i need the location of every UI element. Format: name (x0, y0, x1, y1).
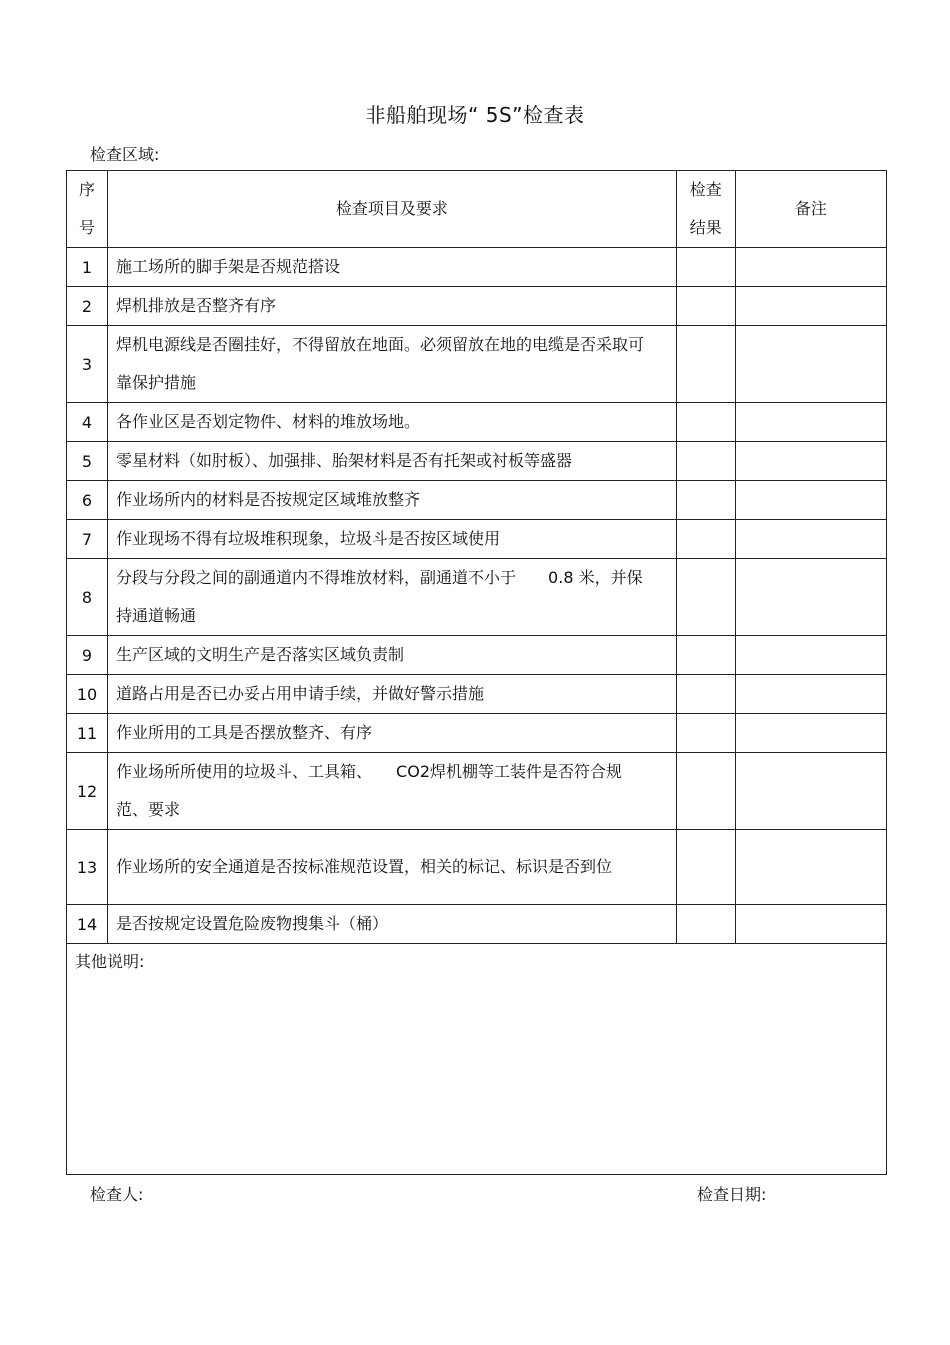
header-result-line1: 检查 (689, 180, 722, 199)
row-item (108, 520, 677, 559)
result-cell[interactable] (676, 326, 735, 403)
header-no (67, 171, 108, 248)
result-cell[interactable] (676, 248, 735, 287)
row-item (108, 287, 677, 326)
row-item-text: 作业现场不得有垃圾堆积现象，垃圾斗是否按区域使用 (116, 529, 501, 548)
row-item (108, 326, 677, 403)
remark-cell[interactable] (735, 248, 886, 287)
remark-cell[interactable] (735, 287, 886, 326)
result-cell[interactable] (676, 559, 735, 636)
row-item-text: 分段与分段之间的副通道内不得堆放材料，副通道不小于 0.8 米，并保持通道畅通 (116, 568, 643, 625)
remark-cell[interactable] (735, 520, 886, 559)
row-item (108, 714, 677, 753)
result-cell[interactable] (676, 830, 735, 905)
row-item-text: 生产区域的文明生产是否落实区域负责制 (116, 645, 405, 664)
row-item (108, 675, 677, 714)
row-number: 3 (67, 326, 108, 403)
table-row (67, 481, 887, 520)
row-item-text: 作业场所所使用的垃圾斗、工具箱、 CO2焊机棚等工装件是否符合规范、要求 (116, 762, 622, 819)
result-cell[interactable] (676, 905, 735, 944)
remark-cell[interactable] (735, 905, 886, 944)
table-row (67, 403, 887, 442)
table-row (67, 753, 887, 830)
row-item-text: 零星材料（如肘板）、加强排、胎架材料是否有托架或衬板等盛器 (116, 451, 573, 470)
row-number: 1 (67, 248, 108, 287)
row-number: 9 (67, 636, 108, 675)
result-cell[interactable] (676, 753, 735, 830)
row-item-text: 施工场所的脚手架是否规范搭设 (116, 257, 341, 276)
inspection-area-label: 检查区域: (90, 145, 160, 164)
row-item (108, 442, 677, 481)
header-no-line1: 序 (79, 180, 96, 199)
row-number: 12 (67, 753, 108, 830)
result-cell[interactable] (676, 520, 735, 559)
header-remark: 备注 (735, 171, 886, 248)
result-cell[interactable] (676, 636, 735, 675)
row-item (108, 830, 677, 905)
row-item (108, 248, 677, 287)
remark-cell[interactable] (735, 559, 886, 636)
result-cell[interactable] (676, 481, 735, 520)
remark-cell[interactable] (735, 403, 886, 442)
remark-cell[interactable] (735, 714, 886, 753)
result-cell[interactable] (676, 675, 735, 714)
row-item (108, 905, 677, 944)
remark-cell[interactable] (735, 830, 886, 905)
table-row (67, 287, 887, 326)
row-item-text: 各作业区是否划定物件、材料的堆放场地。 (116, 412, 421, 431)
row-number: 8 (67, 559, 108, 636)
table-row (67, 636, 887, 675)
result-cell[interactable] (676, 442, 735, 481)
table-row (67, 442, 887, 481)
row-number: 5 (67, 442, 108, 481)
other-notes-row (67, 944, 887, 1175)
row-item (108, 481, 677, 520)
row-number: 2 (67, 287, 108, 326)
header-row (67, 171, 887, 248)
table-row (67, 905, 887, 944)
table-row (67, 559, 887, 636)
inspector-label: 检查人: (90, 1185, 144, 1204)
header-result-line2: 结果 (689, 218, 722, 237)
remark-cell[interactable] (735, 636, 886, 675)
remark-cell[interactable] (735, 675, 886, 714)
row-item-text: 作业场所内的材料是否按规定区域堆放整齐 (116, 490, 421, 509)
table-row (67, 248, 887, 287)
header-item: 检查项目及要求 (108, 171, 677, 248)
result-cell[interactable] (676, 287, 735, 326)
remark-cell[interactable] (735, 481, 886, 520)
header-result (676, 171, 735, 248)
row-item-text: 作业场所的安全通道是否按标准规范设置，相关的标记、标识是否到位 (116, 857, 613, 876)
header-no-line2: 号 (79, 218, 96, 237)
row-number: 14 (67, 905, 108, 944)
row-item-text: 是否按规定设置危险废物搜集斗（桶） (116, 914, 389, 933)
row-number: 11 (67, 714, 108, 753)
row-number: 6 (67, 481, 108, 520)
other-notes-cell[interactable] (67, 944, 887, 1175)
result-cell[interactable] (676, 714, 735, 753)
table-row (67, 830, 887, 905)
row-item-text: 道路占用是否已办妥占用申请手续，并做好警示措施 (116, 684, 485, 703)
row-item-text: 焊机排放是否整齐有序 (116, 296, 277, 315)
table-row (67, 714, 887, 753)
row-number: 4 (67, 403, 108, 442)
remark-cell[interactable] (735, 442, 886, 481)
row-number: 10 (67, 675, 108, 714)
remark-cell[interactable] (735, 753, 886, 830)
page-title: 非船舶现场“ 5S”检查表 (365, 103, 585, 127)
row-number: 13 (67, 830, 108, 905)
row-number: 7 (67, 520, 108, 559)
row-item-text: 焊机电源线是否圈挂好，不得留放在地面。必须留放在地的电缆是否采取可靠保护措施 (116, 335, 645, 392)
row-item (108, 403, 677, 442)
remark-cell[interactable] (735, 326, 886, 403)
table-row (67, 520, 887, 559)
row-item (108, 636, 677, 675)
table-row (67, 326, 887, 403)
checklist-table (66, 170, 887, 1175)
inspection-date-label: 检查日期: (697, 1185, 767, 1204)
row-item (108, 753, 677, 830)
result-cell[interactable] (676, 403, 735, 442)
row-item-text: 作业所用的工具是否摆放整齐、有序 (116, 723, 373, 742)
table-row (67, 675, 887, 714)
other-notes-label: 其他说明: (75, 952, 145, 971)
row-item (108, 559, 677, 636)
